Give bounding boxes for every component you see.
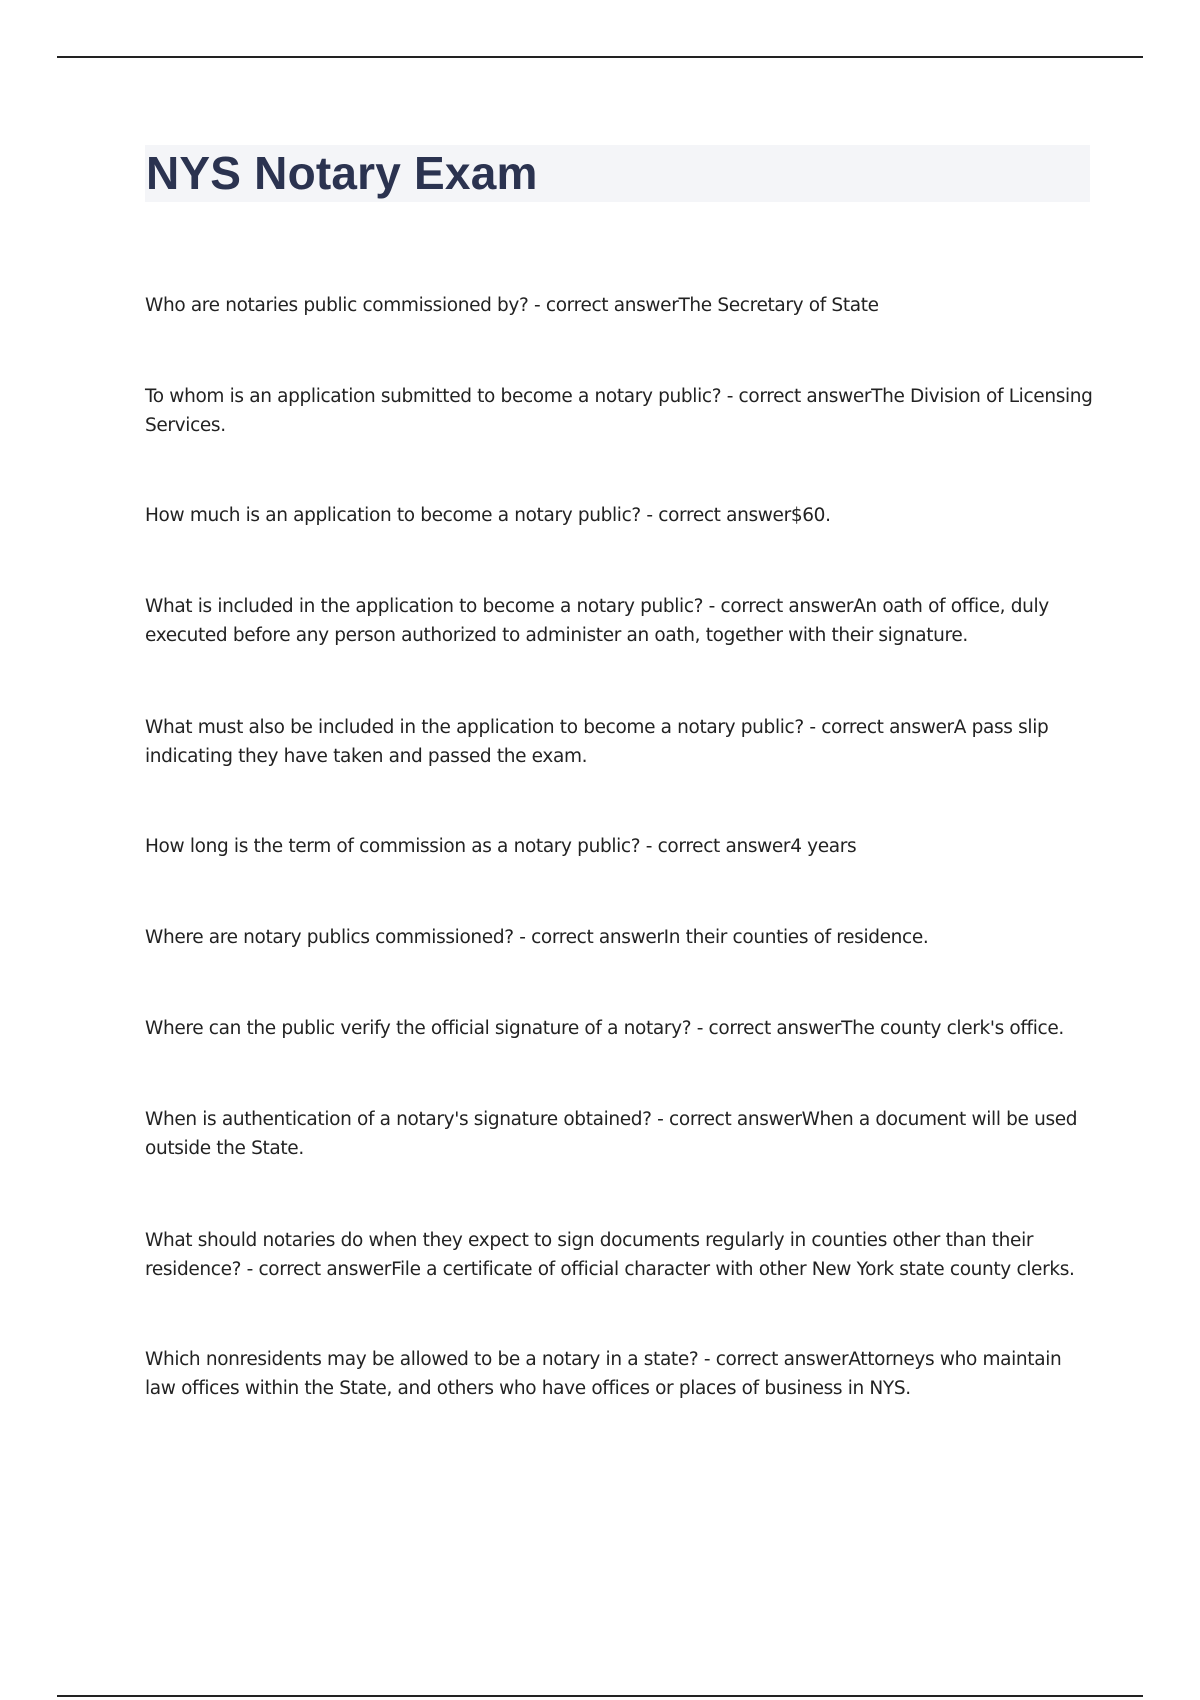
- qa-item: [145, 1226, 1095, 1284]
- question-text: To whom is an application submitted to become a notary public?: [145, 386, 722, 407]
- qa-item: [145, 501, 1095, 530]
- bottom-rule: [57, 1695, 1143, 1697]
- question-text: How much is an application to become a notary public?: [145, 505, 641, 526]
- qa-item: [145, 1014, 1095, 1043]
- question-text: Where are notary publics commissioned?: [145, 927, 514, 948]
- answer-text: File a certificate of official character with other New York state county clerks.: [391, 1259, 1075, 1280]
- question-text: What is included in the application to become a notary public?: [145, 596, 704, 617]
- qa-item: [145, 291, 1095, 320]
- answer-separator: - correct answer: [703, 596, 854, 617]
- page-title: NYS Notary Exam: [146, 147, 538, 199]
- answer-text: When a document will be used outside the State.: [145, 1109, 1078, 1159]
- answer-separator: - correct answer: [698, 1349, 849, 1370]
- qa-item: [145, 713, 1095, 771]
- qa-item: [145, 1105, 1095, 1163]
- answer-text: Attorneys who maintain law offices within the State, and others who have offices or places of business in NYS.: [145, 1349, 1062, 1399]
- qa-item: [145, 832, 1095, 861]
- answer-separator: - correct answer: [513, 927, 664, 948]
- answer-separator: - correct answer: [691, 1018, 842, 1039]
- answer-text: $60.: [790, 505, 831, 526]
- answer-text: A pass slip indicating they have taken and passed the exam.: [145, 717, 1049, 767]
- answer-text: 4 years: [790, 836, 857, 857]
- answer-text: In their counties of residence.: [663, 927, 929, 948]
- answer-text: The Secretary of State: [678, 295, 879, 316]
- answer-text: The county clerk's office.: [841, 1018, 1064, 1039]
- answer-separator: - correct answer: [528, 295, 679, 316]
- answer-separator: - correct answer: [640, 505, 791, 526]
- qa-item: [145, 382, 1095, 440]
- answer-separator: - correct answer: [241, 1259, 392, 1280]
- question-text: How long is the term of commission as a notary public?: [145, 836, 641, 857]
- qa-item: [145, 592, 1095, 650]
- answer-separator: - correct answer: [651, 1109, 802, 1130]
- question-text: Which nonresidents may be allowed to be a notary in a state?: [145, 1349, 699, 1370]
- answer-text: The Division of Licensing Services.: [145, 386, 1093, 436]
- question-text: What must also be included in the application to become a notary public?: [145, 717, 804, 738]
- answer-separator: - correct answer: [721, 386, 872, 407]
- answer-separator: - correct answer: [803, 717, 954, 738]
- top-rule: [57, 56, 1143, 58]
- question-text: Who are notaries public commissioned by?: [145, 295, 529, 316]
- question-text: When is authentication of a notary's signature obtained?: [145, 1109, 652, 1130]
- answer-text: An oath of office, duly executed before any person authorized to administer an oath, together with their signature.: [145, 596, 1049, 646]
- question-text: Where can the public verify the official signature of a notary?: [145, 1018, 692, 1039]
- qa-item: [145, 1345, 1095, 1403]
- question-text: What should notaries do when they expect to sign documents regularly in counties other than their residence?: [145, 1230, 1034, 1280]
- answer-separator: - correct answer: [640, 836, 791, 857]
- qa-item: [145, 923, 1095, 952]
